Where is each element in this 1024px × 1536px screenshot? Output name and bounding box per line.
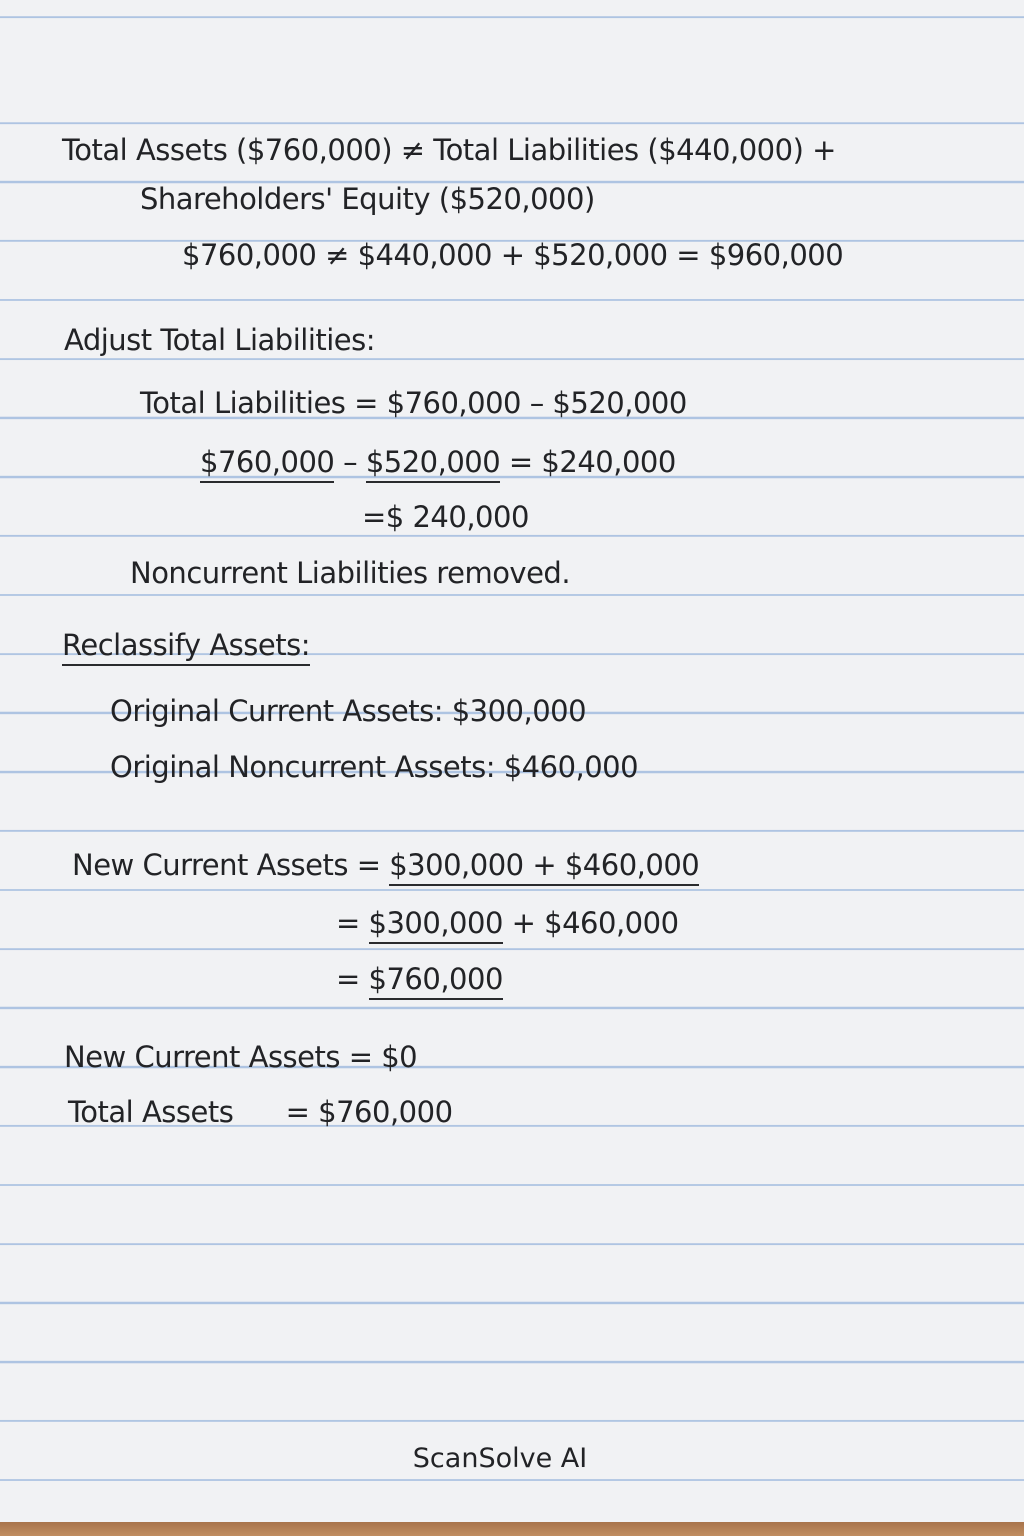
underlined-amount: $760,000 xyxy=(369,962,503,1000)
adjust-liabilities-heading: Adjust Total Liabilities: xyxy=(64,323,376,357)
underlined-amount: $300,000 xyxy=(369,906,503,944)
reclassify-assets-heading: Reclassify Assets: xyxy=(62,628,310,662)
brand-footer: ScanSolve AI xyxy=(412,1443,588,1474)
underlined-amount: $760,000 xyxy=(200,445,334,483)
desk-surface xyxy=(0,1522,1024,1536)
underlined-amount: $520,000 xyxy=(366,445,500,483)
equation-line-1: Total Assets ($760,000) ≠ Total Liabilities ($440,000) + xyxy=(62,133,836,167)
new-current-assets-line-2: = $300,000 + $460,000 xyxy=(336,906,679,940)
underlined-amount: $300,000 + $460,000 xyxy=(389,848,699,886)
original-noncurrent-assets: Original Noncurrent Assets: $460,000 xyxy=(110,750,639,784)
total-assets-line: Total Assets = $760,000 xyxy=(68,1095,453,1129)
new-current-assets-zero: New Current Assets = $0 xyxy=(64,1040,418,1074)
noncurrent-removed-note: Noncurrent Liabilities removed. xyxy=(130,556,571,590)
liabilities-formula: Total Liabilities = $760,000 – $520,000 xyxy=(140,386,687,420)
equation-line-2: Shareholders' Equity ($520,000) xyxy=(140,182,595,216)
liabilities-calculation: $760,000 – $520,000 = $240,000 xyxy=(200,445,676,479)
equation-line-3: $760,000 ≠ $440,000 + $520,000 = $960,000 xyxy=(182,238,844,272)
new-current-assets-line-1: New Current Assets = $300,000 + $460,000 xyxy=(72,848,699,882)
liabilities-result: =$ 240,000 xyxy=(362,500,529,534)
original-current-assets: Original Current Assets: $300,000 xyxy=(110,694,587,728)
new-current-assets-line-3: = $760,000 xyxy=(336,962,503,996)
